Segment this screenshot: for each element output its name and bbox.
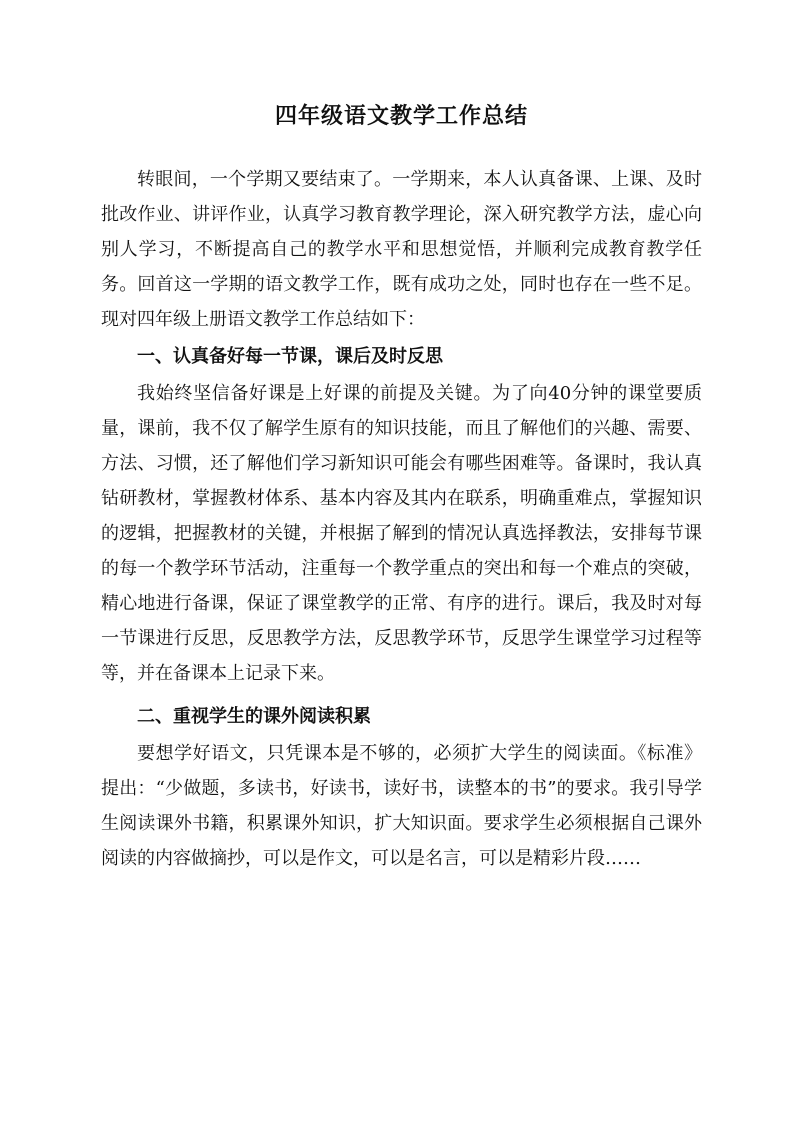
intro-paragraph: 转眼间，一个学期又要结束了。一学期来，本人认真备课、上课、及时批改作业、讲评作业，认真学习教育教学理论，深入研究教学方法，虚心向别人学习，不断提高自己的教学水平和思想觉悟，并顺利完成教育教学任务。回首这一学期的语文教学工作，既有成功之处，同时也存在一些不足。现对四年级上册语文教学工作总结如下： — [101, 169, 702, 330]
section-heading-2: 二、重视学生的课外阅读积累 — [137, 706, 371, 727]
section-heading-1: 一、认真备好每一节课，课后及时反思 — [137, 346, 443, 367]
section-paragraph-2: 要想学好语文，只凭课本是不够的，必须扩大学生的阅读面。《标准》提出：“少做题，多读书，好读书，读好书，读整本的书”的要求。我引导学生阅读课外书籍，积累课外知识，扩大知识面。要求学生必须根据自己课外阅读的内容做摘抄，可以是作文，可以是名言，可以是精彩片段…… — [101, 743, 702, 869]
section-paragraph-1: 我始终坚信备好课是上好课的前提及关键。为了向40分钟的课堂要质量，课前，我不仅了解学生原有的知识技能，而且了解他们的兴趣、需要、方法、习惯，还了解他们学习新知识可能会有哪些困难等。备课时，我认真钻研教材，掌握教材体系、基本内容及其内在联系，明确重难点，掌握知识的逻辑，把握教材的关键，并根据了解到的情况认真选择教法，安排每节课的每一个教学环节活动，注重每一个教学重点的突出和每一个难点的突破，精心地进行备课，保证了课堂教学的正常、有序的进行。课后，我及时对每一节课进行反思，反思教学方法，反思教学环节，反思学生课堂学习过程等等，并在备课本上记录下来。 — [101, 383, 702, 684]
document-title: 四年级语文教学工作总结 — [274, 103, 528, 129]
document-body — [101, 92, 702, 876]
